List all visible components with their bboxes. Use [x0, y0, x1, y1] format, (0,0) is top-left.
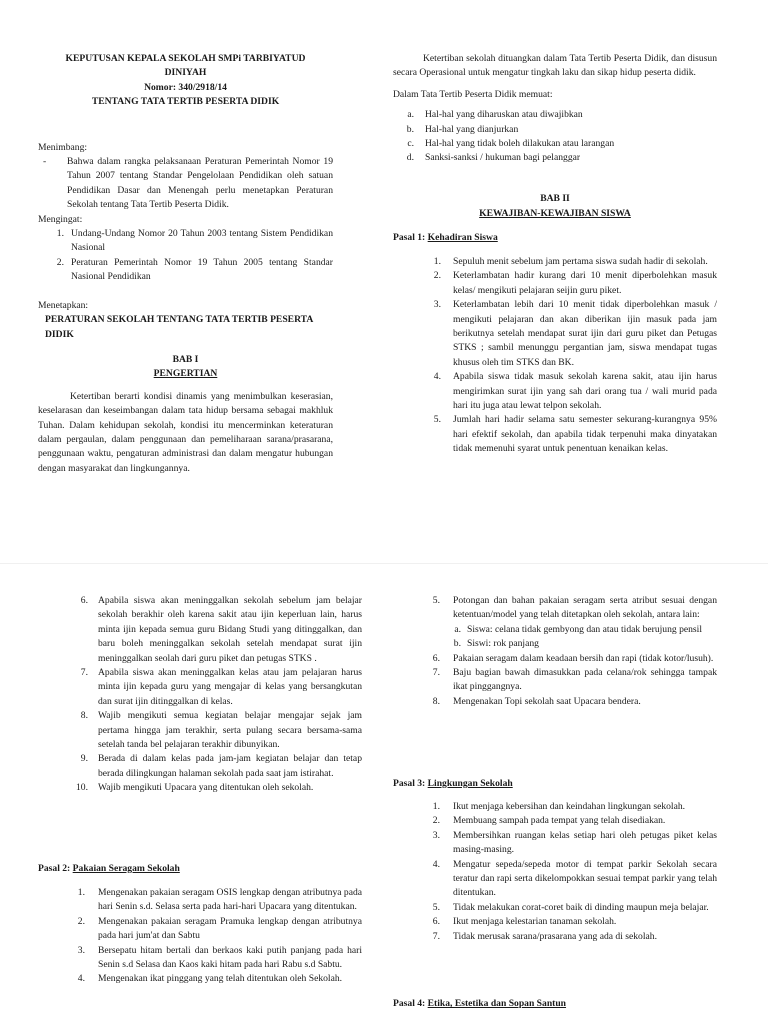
menetapkan-label: Menetapkan:: [38, 299, 89, 311]
item-number: 6.: [432, 916, 440, 928]
pasal3-item: [393, 901, 717, 915]
pasal2-title: Pakaian Seragam Sekolah: [72, 863, 180, 874]
item-text: Ikut menjaga kebersihan dan keindahan lingkungan sekolah.: [453, 801, 686, 812]
item-number: 4.: [433, 371, 441, 383]
pasal1-item: [38, 594, 362, 666]
pasal1-heading: [393, 231, 717, 245]
item-number: 1.: [433, 256, 441, 267]
item-number: 4.: [77, 973, 85, 985]
pasal1-continued-list: [38, 594, 362, 796]
menimbang-text: Bahwa dalam rangka pelaksanaan Peraturan Pemerintah Nomor 19 Tahun 2007 tentang Standar Pengelolaan Pendidikan oleh satuan Pendidikan Dasar dan Menengah perlu menetapkan Peraturan Sekolah tentang Tata Tertib Peserta Didik.: [67, 156, 333, 211]
pasal2-prefix: Pasal 2:: [38, 863, 73, 874]
item-number: 5.: [433, 414, 441, 426]
item-text: Mengenakan ikat pinggang yang telah ditentukan oleh Sekolah.: [98, 973, 343, 985]
pasal3-item: [393, 858, 717, 901]
pasal2-item: [38, 915, 362, 944]
item-number: 8.: [432, 695, 440, 707]
pasal4-heading: [393, 997, 717, 1011]
item-number: 10.: [76, 782, 88, 794]
item-text: Sepuluh menit sebelum jam pertama siswa sudah hadir di sekolah.: [453, 256, 708, 267]
memuat-item: [393, 137, 717, 151]
sub-letter: b.: [453, 638, 461, 650]
memuat-letter: c.: [407, 138, 414, 150]
mengingat-item-2: [38, 256, 333, 285]
pasal1-list: [393, 255, 717, 457]
item-text: Baju bagian bawah dimasukkan pada celana/rok sehingga tampak ikat pinggangnya.: [453, 667, 717, 693]
item-text: Apabila siswa akan meninggalkan sekolah sebelum jam belajar sekolah berakhir oleh karena sakit atau ijin keperluan lain, harus minta ijin kepada semua guru Bidang Studi yang ditinggalkan, dan baru boleh meninggalkan sekolah setelah mendapat surat ijin meninggalkan seolah dari guru piket dan petugas STKS .: [98, 595, 362, 664]
menimbang-item: [38, 155, 333, 213]
item-text: Pakaian seragam dalam keadaan bersih dan rapi (tidak kotor/lusuh).: [453, 652, 714, 664]
mengingat-item-1: [38, 227, 333, 256]
bab2-title: KEWAJIBAN-KEWAJIBAN SISWA: [479, 208, 631, 219]
item-number: 5.: [432, 595, 440, 606]
page-divider: [0, 563, 768, 564]
item-number: 1.: [432, 801, 440, 812]
pasal2-item: [393, 695, 717, 709]
intro-paragraph: Ketertiban sekolah dituangkan dalam Tata Tertib Peserta Didik, dan disusun secara Operasional untuk mengatur tingkah laku dan sikap hidup peserta didik.: [393, 53, 717, 79]
sub-text: Siswi: rok panjang: [467, 638, 539, 650]
menimbang-bullet: -: [43, 156, 47, 168]
pasal4-prefix: Pasal 4:: [393, 998, 428, 1009]
item-number: 1.: [77, 887, 85, 898]
item-text: Keterlambatan hadir kurang dari 10 menit diperbolehkan masuk kelas/ mengikuti pelajaran seijin guru piket.: [453, 270, 717, 296]
item-number: 8.: [80, 710, 88, 722]
menetapkan-text: PERATURAN SEKOLAH TENTANG TATA TERTIB PESERTA DIDIK: [45, 314, 313, 340]
pengertian-paragraph: Ketertiban berarti kondisi dinamis yang menimbulkan keserasian, keselarasan dan keseimbangan dalam tata hidup bersama sebagai makhluk Tuhan. Dalam kehidupan sekolah, kondisi itu mencerminkan keteraturan dalam pergaulan, dalam penggunaan dan pemeliharaan sarana/prasarana, penggunaan waktu, pengaturan administrasi dan dalam mengatur hubungan dengan masyarakat dan lingkungannya.: [38, 390, 333, 474]
memuat-text: Hal-hal yang dianjurkan: [425, 123, 519, 135]
item-number: 6.: [80, 595, 88, 606]
memuat-text: Sanksi-sanksi / hukuman bagi pelanggar: [425, 152, 581, 164]
item-number: 7.: [432, 667, 440, 679]
decree-number: Nomor: 340/2918/14: [144, 81, 227, 93]
pasal1-item: [38, 709, 362, 752]
item-text: Wajib mengikuti Upacara yang ditentukan oleh sekolah.: [98, 782, 314, 794]
item-text: Mengenakan pakaian seragam OSIS lengkap dengan atributnya pada hari Senin s.d. Selasa serta pada hari-hari Upacara yang ditentukan.: [98, 887, 363, 913]
item-number: 3.: [432, 829, 440, 841]
pasal3-item: [393, 800, 717, 814]
item-text: Jumlah hari hadir selama satu semester sekurang-kurangnya 95% hari efektif sekolah, dan apabila tidak terpenuhi maka dinyatakan tidak memenuhi syarat untuk penentuan kenaikan kelas.: [453, 414, 717, 455]
pasal1-title: Kehadiran Siswa: [427, 232, 498, 243]
item-number: 2.: [433, 270, 441, 282]
pasal2-item: [38, 972, 362, 986]
item-text: Mengatur sepeda/sepeda motor di tempat parkir Sekolah secara teratur dan rapi serta dikelompokkan sesuai tempat parkir yang telah ditentukan.: [453, 858, 717, 899]
pasal3-heading: [393, 777, 717, 791]
item-text: Mengenakan pakaian seragam Pramuka lengkap dengan atributnya pada hari jum'at dan Sabtu: [98, 915, 362, 942]
pasal2-item: [393, 594, 717, 623]
item-text: Apabila siswa tidak masuk sekolah karena sakit, atau ijin harus mengirimkan surat ijin yang sah dari orang tua / wali murid pada hari itu juga atau lewat telpon sekolah.: [453, 371, 717, 412]
pasal3-list: [393, 800, 717, 944]
pasal1-prefix: Pasal 1:: [393, 232, 428, 243]
decree-title-line2: DINIYAH: [164, 67, 207, 79]
item-text: Potongan dan bahan pakaian seragam serta atribut sesuai dengan ketentuan/model yang telah ditetapkan oleh sekolah, antara lain:: [453, 595, 717, 621]
sub-text: Siswa: celana tidak gembyong dan atau tidak berujung pensil: [467, 623, 702, 635]
mengingat-text: Undang-Undang Nomor 20 Tahun 2003 tentang Sistem Pendidikan Nasional: [71, 228, 333, 254]
item-number: 7.: [80, 667, 88, 679]
item-number: 5.: [432, 901, 440, 913]
item-text: Ikut menjaga kelestarian tanaman sekolah.: [453, 916, 617, 928]
memuat-list: [393, 108, 717, 166]
pasal2-item: [393, 652, 717, 666]
top-left-column: [38, 52, 333, 476]
pasal3-item: [393, 915, 717, 929]
item-number: 2.: [77, 915, 85, 927]
sub-item: [393, 637, 717, 651]
pasal1-item: [393, 269, 717, 298]
mengingat-label: Mengingat:: [38, 213, 83, 225]
item-number: 3.: [433, 299, 441, 311]
bab2-heading: BAB II: [540, 193, 570, 204]
decree-subject: TENTANG TATA TERTIB PESERTA DIDIK: [91, 96, 280, 108]
bab1-heading: BAB I: [172, 353, 199, 365]
sub-item: [393, 623, 717, 637]
pasal2-item: [393, 666, 717, 695]
item-text: Membersihkan ruangan kelas setiap hari oleh petugas piket kelas masing-masing.: [453, 829, 717, 856]
item-text: Bersepatu hitam bertali dan berkaos kaki putih panjang pada hari Senin s.d Selasa dan Kaos kaki hitam pada hari Rabu s.d Sabtu.: [98, 944, 362, 971]
memuat-letter: b.: [406, 123, 414, 135]
pasal3-item: [393, 829, 717, 858]
memuat-label: Dalam Tata Tertib Peserta Didik memuat:: [393, 88, 553, 100]
item-text: Apabila siswa akan meninggalkan kelas atau jam pelajaran harus minta ijin kepada guru yang mengajar di kelas yang bersangkutan dan surat ijin ditinggalkan di kelas.: [98, 667, 362, 707]
pasal2-item: [38, 944, 362, 973]
item-text: Mengenakan Topi sekolah saat Upacara bendera.: [453, 695, 641, 707]
pasal1-item: [38, 666, 362, 709]
memuat-item: [393, 108, 717, 122]
pasal3-item: [393, 930, 717, 944]
top-right-column: [393, 52, 717, 455]
memuat-item: [393, 123, 717, 137]
bottom-right-column: [393, 594, 717, 1009]
item-number: 2.: [432, 815, 440, 827]
memuat-text: Hal-hal yang diharuskan atau diwajibkan: [425, 109, 583, 121]
item-text: Wajib mengikuti semua kegiatan belajar mengajar sejak jam pertama hingga jam terakhir, serta pulang secara bersama-sama setelah tanda bel pelajaran terakhir dibunyikan.: [98, 710, 362, 751]
item-number: 4.: [432, 858, 440, 870]
sub-letter: a.: [454, 623, 461, 635]
memuat-letter: d.: [406, 152, 414, 164]
pasal2-heading: [38, 862, 362, 876]
pasal1-item: [38, 781, 362, 795]
item-text: Berada di dalam kelas pada jam-jam kegiatan belajar dan tetap berada dilingkungan halaman sekolah pada saat jam istirahat.: [98, 753, 362, 779]
pasal2-list: [38, 886, 362, 987]
pasal1-item: [393, 255, 717, 269]
item-number: 3.: [77, 944, 85, 956]
mengingat-number: 1.: [56, 228, 64, 240]
item-text: Membuang sampah pada tempat yang telah disediakan.: [453, 815, 666, 827]
item-number: 6.: [432, 652, 440, 664]
menimbang-label: Menimbang:: [38, 141, 88, 153]
pasal2-item: [38, 886, 362, 915]
pasal3-prefix: Pasal 3:: [393, 778, 428, 789]
item-text: Tidak melakukan corat-coret baik di dinding maupun meja belajar.: [453, 901, 709, 913]
mengingat-number: 2.: [56, 256, 64, 268]
item-text: Keterlambatan lebih dari 10 menit tidak diperbolehkan masuk / mengikuti pelajaran dan akan diberikan ijin masuk pada jam berikutnya setelah mendapat surat ijin dari guru piket dan Petugas STKS ; sambil menunggu pergantian jam, siswa mendapat tugas khusus oleh tim STKS dan BK.: [453, 299, 717, 368]
pasal1-item: [393, 413, 717, 456]
pasal1-item: [393, 298, 717, 370]
bab1-title: PENGERTIAN: [153, 368, 218, 380]
bottom-left-column: [38, 594, 363, 985]
pasal3-item: [393, 814, 717, 828]
memuat-item: [393, 151, 717, 165]
pasal4-title: Etika, Estetika dan Sopan Santun: [427, 998, 567, 1009]
item-number: 7.: [432, 930, 440, 942]
decree-title-line1: KEPUTUSAN KEPALA SEKOLAH SMPi TARBIYATUD: [65, 53, 306, 64]
pasal3-title: Lingkungan Sekolah: [427, 778, 513, 789]
item-text: Tidak merusak sarana/prasarana yang ada di sekolah.: [453, 930, 657, 942]
pasal1-item: [393, 370, 717, 413]
item-number: 9.: [80, 753, 88, 765]
pasal1-item: [38, 752, 362, 781]
mengingat-text: Peraturan Pemerintah Nomor 19 Tahun 2005 tentang Standar Nasional Pendidikan: [71, 256, 333, 283]
memuat-text: Hal-hal yang tidak boleh dilakukan atau larangan: [425, 138, 615, 150]
memuat-letter: a.: [407, 109, 414, 121]
